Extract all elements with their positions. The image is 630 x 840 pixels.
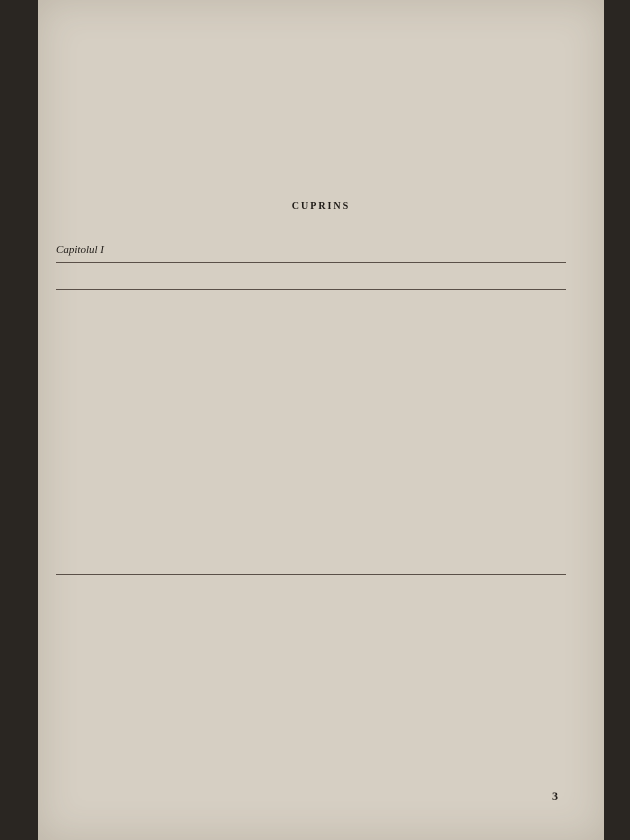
divider [56,289,566,290]
page-number: 3 [552,789,558,803]
divider [56,262,566,263]
chapter-label: Capitolul I [56,244,104,256]
book-page [38,0,604,840]
divider [56,574,566,575]
page-title: CUPRINS [291,201,351,212]
